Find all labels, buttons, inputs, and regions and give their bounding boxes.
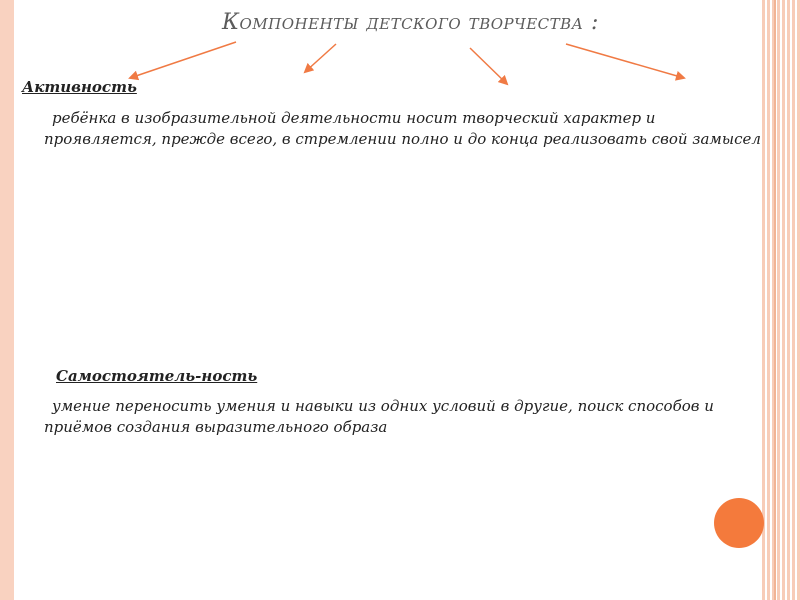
section-text-independence: умение переносить умения и навыки из одних условий в другие, поиск способов и приёмов создания выразительного образа xyxy=(44,397,714,436)
arrow-2 xyxy=(305,44,336,72)
arrow-1 xyxy=(130,42,236,78)
decorative-circle xyxy=(714,498,764,548)
section-heading-activity: Активность xyxy=(22,78,137,96)
arrow-4 xyxy=(566,44,684,78)
slide-title: Компоненты детского творчества : xyxy=(222,10,599,35)
arrow-3 xyxy=(470,48,507,84)
section-heading-independence: Самостоятель-ность xyxy=(56,367,258,385)
section-text-activity: ребёнка в изобразительной деятельности носит творческий характер и проявляется, прежде всего, в стремлении полно и до конца реализовать свой замысел xyxy=(44,109,761,148)
